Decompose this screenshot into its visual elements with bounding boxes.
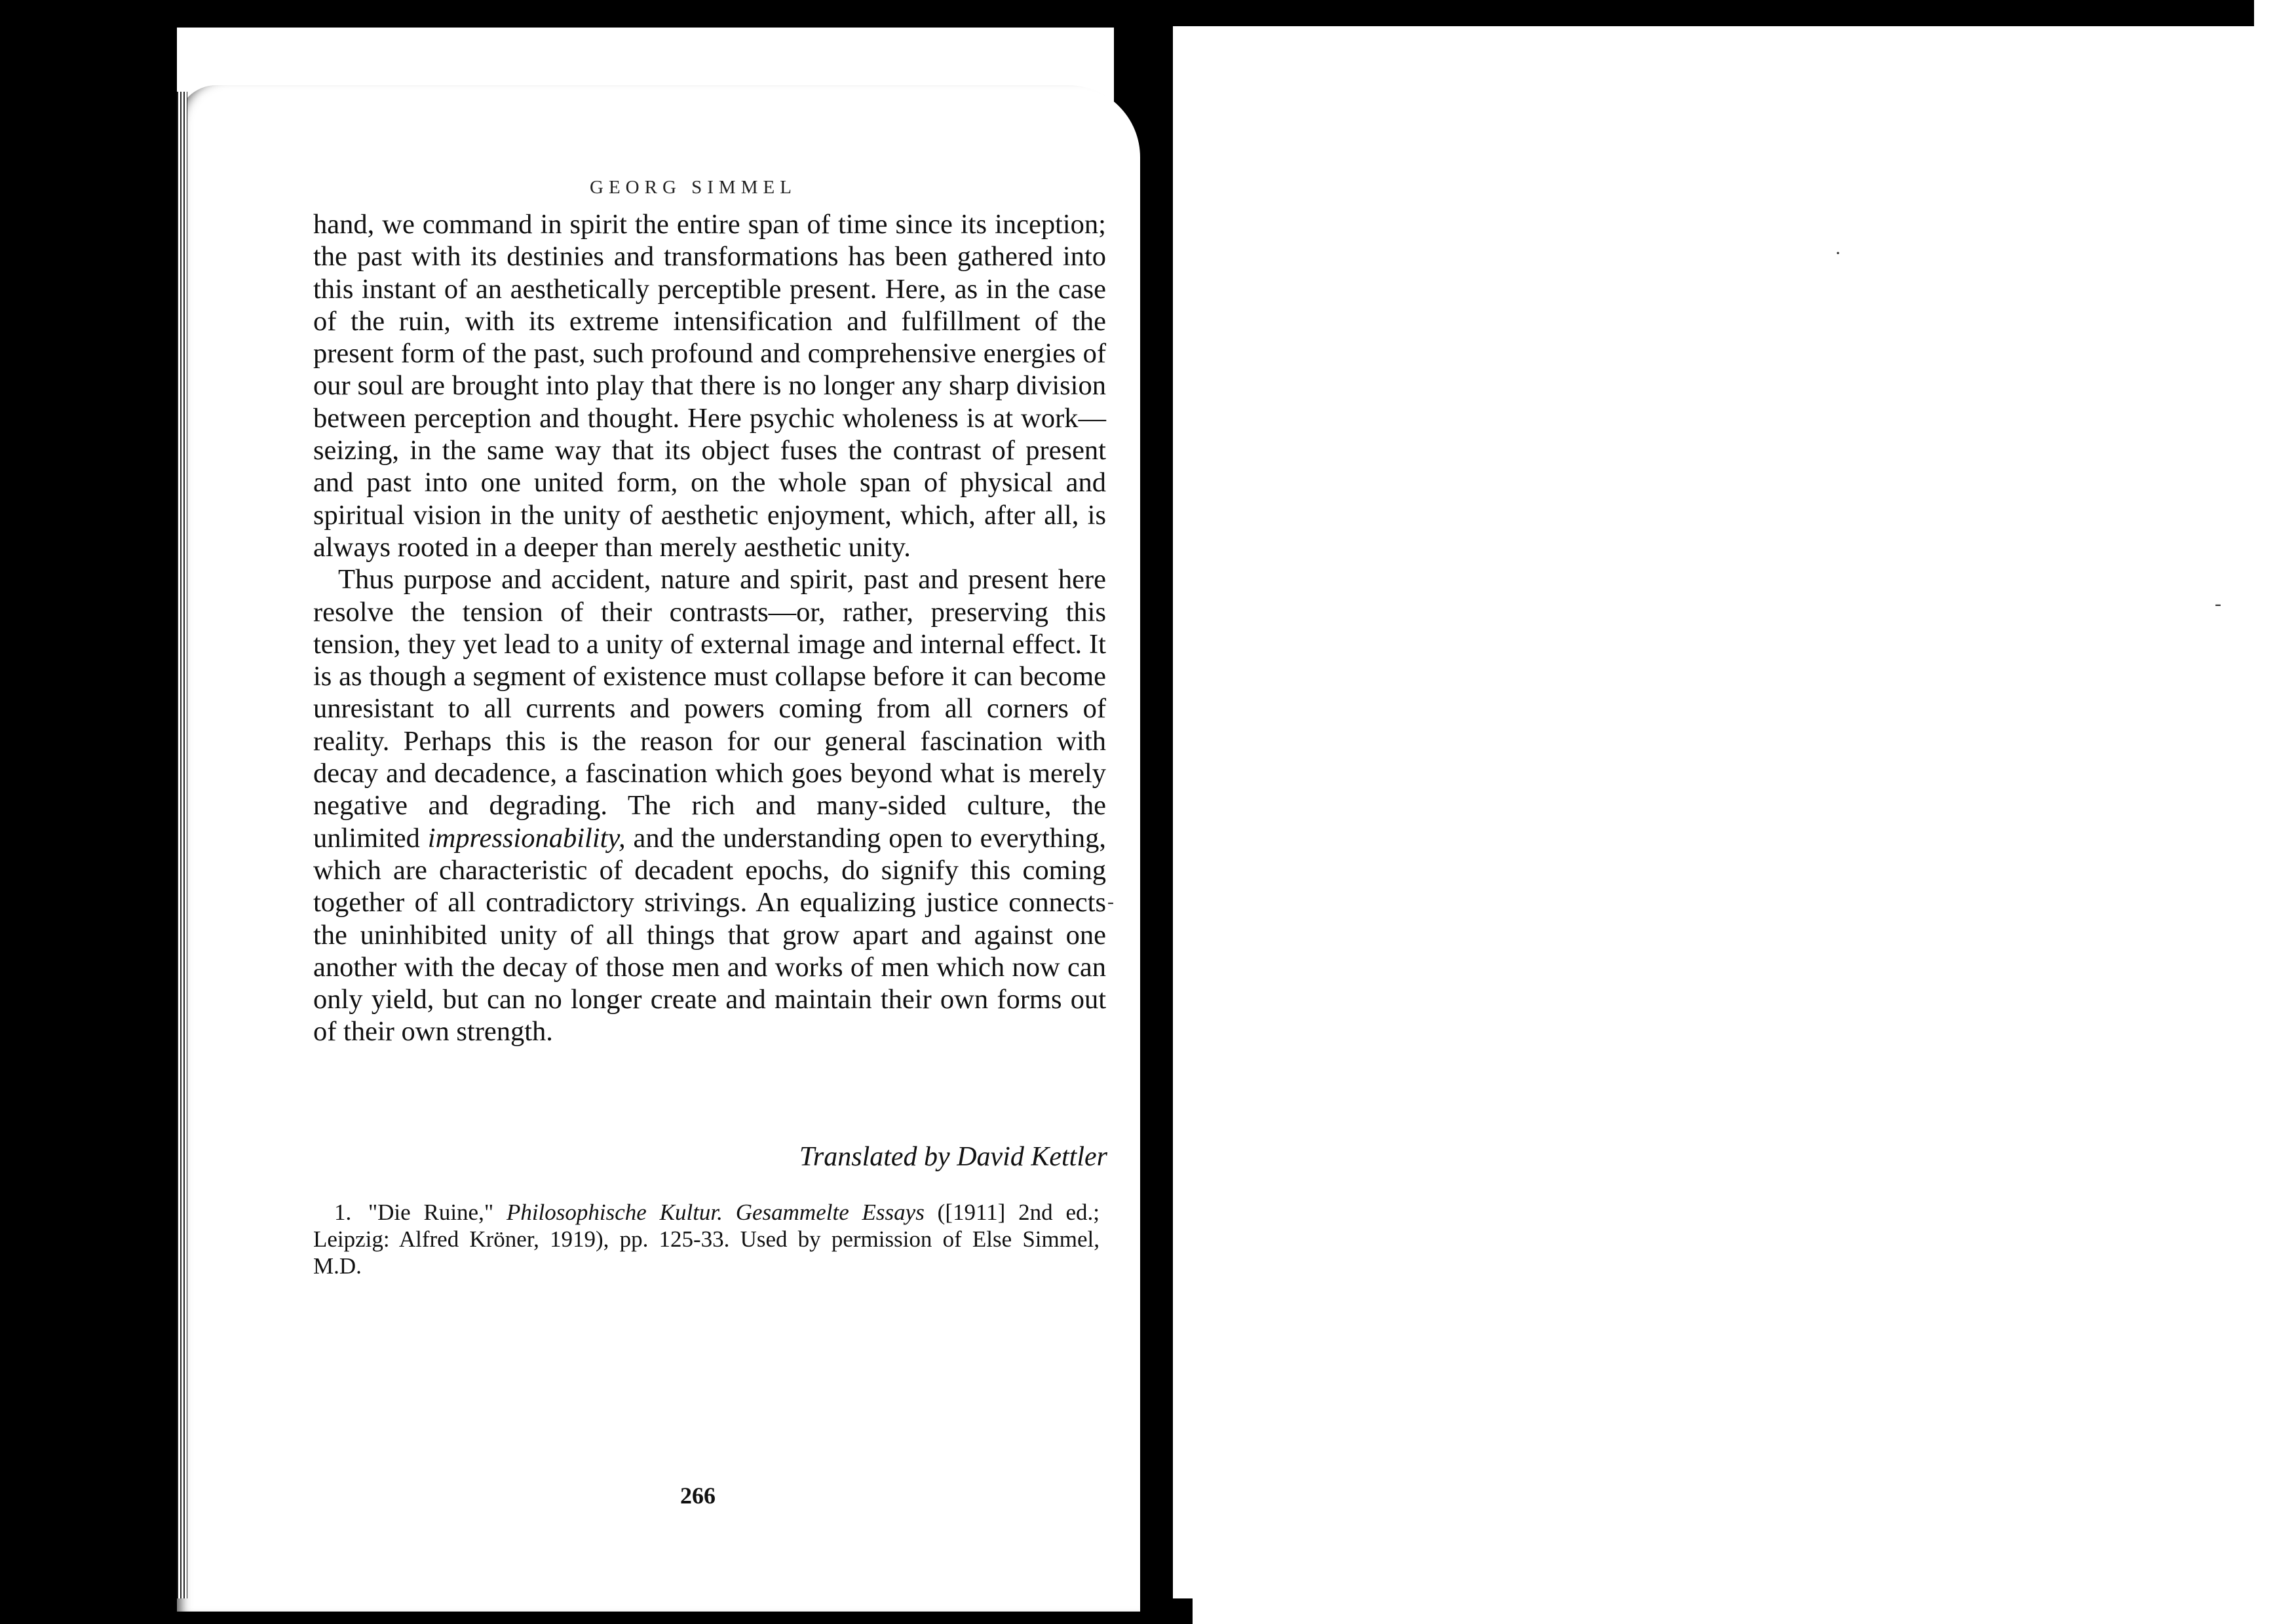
footnote-title: Philosophische Kultur. Gesammelte Essays — [506, 1199, 925, 1225]
scan-top-border — [0, 0, 1186, 28]
margin-mark-3: - — [1107, 891, 1114, 913]
page-edge-stripes — [177, 92, 187, 1598]
paragraph-2 — [313, 563, 1106, 1048]
translator-credit: Translated by David Kettler — [799, 1142, 1107, 1172]
margin-mark-1: - — [2215, 593, 2221, 614]
emphasis-impressionability: impressionability, — [427, 822, 626, 854]
running-head: GEORG SIMMEL — [590, 177, 797, 198]
body-text — [313, 208, 1106, 1048]
page-number: 266 — [680, 1482, 716, 1509]
footnote — [313, 1199, 1100, 1279]
paragraph-2-part-1: Thus purpose and accident, nature and spirit, past and present here resolve the tension of their contrasts—or, rather, preserving this tension, they yet lead to a unity of external image and internal effect. It is as though a segment of existence must collapse before it can become unresistant to all currents and powers coming from all corners of reality. Perhaps this is the reason for our general fascination with decay and decadence, a fascination which goes beyond what is merely negative and degrading. The rich and many-sided culture, the unlimited — [313, 564, 1106, 854]
footnote-number: 1. — [334, 1199, 352, 1225]
paragraph-2-part-2: and the understanding open to everything, which are characteristic of decadent epochs, do signify this coming together of all contradictory strivings. An equalizing justice connects the uninhibited unity of all things that grow apart and against one another with the decay of those men and works of men which now can only yield, but can no longer create and maintain their own forms out of their own strength. — [313, 822, 1106, 1048]
footnote-text-pre: "Die Ruine," — [368, 1199, 507, 1225]
scan-top-border-right — [1186, 0, 2296, 28]
scan-left-border — [0, 0, 177, 1624]
margin-mark-2: · — [1835, 242, 1841, 264]
blank-right-page — [1173, 26, 2296, 1598]
paragraph-1: hand, we command in spirit the entire span of time since its inception; the past with its destinies and transformations has been gathered into this instant of an aesthetically perceptible present. Here, as in the case of the ruin, with its extreme intensification and fulfillment of the present form of the past, such profound and comprehensive energies of our soul are brought into play that there is no longer any sharp division between perception and thought. Here psychic wholeness is at work—seizing, in the same way that its object fuses the contrast of present and past into one united form, on the whole span of physical and spiritual vision in the unity of aesthetic enjoyment, which, after all, is always rooted in a deeper than merely aesthetic unity. — [313, 209, 1106, 563]
footnote-text-post: ([1911] 2nd ed.; Leipzig: Alfred Kröner, 1919), pp. 125-33. Used by permission of Else Simmel, M.D. — [313, 1199, 1100, 1279]
scan-corner — [2254, 0, 2296, 28]
